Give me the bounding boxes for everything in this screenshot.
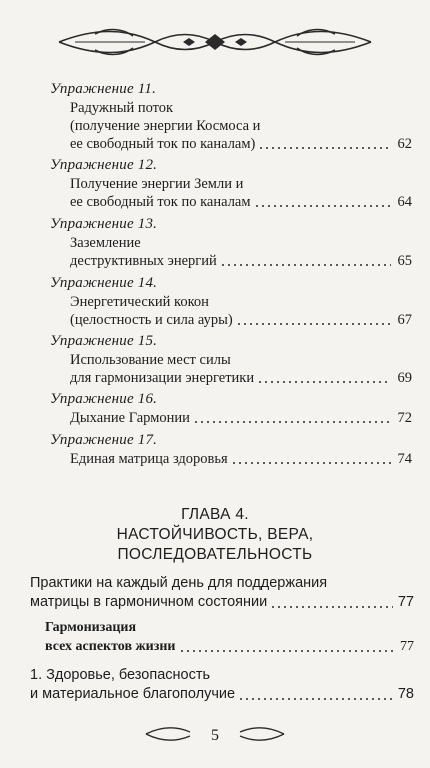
entry-title-line: Дыхание Гармонии — [70, 410, 190, 426]
page-number: 5 — [211, 727, 219, 744]
exercise-label: Упражнение 15. — [50, 333, 158, 349]
chapter-heading — [0, 505, 430, 565]
page-reference: 64 — [397, 194, 412, 210]
dot-leader — [236, 315, 391, 325]
entry-title-line: матрицы в гармоничном состоянии — [30, 594, 268, 610]
toc-entry-exercise-16 — [50, 390, 412, 427]
dot-leader — [179, 642, 394, 652]
exercise-label: Упражнение 13. — [50, 216, 158, 232]
page-reference: 77 — [397, 594, 414, 610]
entry-title-line: деструктивных энергий — [70, 253, 217, 269]
page-reference: 77 — [400, 639, 414, 654]
entry-title-line: Использование мест силы — [70, 352, 231, 368]
exercise-label: Упражнение 16. — [50, 391, 158, 407]
toc-entry-exercise-13 — [50, 215, 412, 270]
entry-title-line: 1. Здоровье, безопасность — [30, 667, 211, 683]
dot-leader — [220, 256, 391, 266]
dot-leader — [257, 373, 391, 383]
chapter-title-line: НАСТОЙЧИВОСТЬ, ВЕРА, — [116, 526, 314, 543]
dot-leader — [258, 139, 391, 149]
toc-entry-harmonization — [45, 618, 414, 656]
entry-title-line: (целостность и сила ауры) — [70, 312, 233, 328]
toc-entry-practices — [30, 574, 414, 612]
page-reference: 78 — [397, 686, 414, 702]
entry-title-line: Получение энергии Земли и — [70, 176, 244, 192]
toc-entry-exercise-11 — [50, 80, 412, 153]
entry-title-line: Заземление — [70, 235, 141, 251]
toc-entry-exercise-15 — [50, 332, 412, 387]
toc-entry-exercise-17 — [50, 431, 412, 468]
toc-entry-section-1 — [30, 666, 414, 704]
exercise-label: Упражнение 12. — [50, 157, 158, 173]
entry-title-line: Энергетический кокон — [70, 294, 209, 310]
chapter-title-line: ПОСЛЕДОВАТЕЛЬНОСТЬ — [117, 546, 313, 563]
exercise-label: Упражнение 14. — [50, 275, 158, 291]
toc-entry-exercise-12 — [50, 156, 412, 211]
entry-title-line: и материальное благополучие — [30, 686, 236, 702]
entry-title-line: всех аспектов жизни — [45, 639, 176, 654]
entry-title-line: Радужный поток — [70, 100, 174, 116]
toc-entry-exercise-14 — [50, 274, 412, 329]
page-reference: 69 — [397, 370, 412, 386]
page-reference: 65 — [397, 253, 412, 269]
dot-leader — [254, 197, 391, 207]
exercise-label: Упражнение 17. — [50, 432, 158, 448]
entry-title-line: Практики на каждый день для поддержания — [30, 575, 328, 591]
chapter-number: ГЛАВА 4. — [181, 506, 249, 523]
dot-leader — [231, 454, 391, 464]
page-reference: 62 — [397, 136, 412, 152]
top-ornament-flourish — [55, 22, 375, 62]
dot-leader — [193, 413, 391, 423]
entry-title-line: для гармонизации энергетики — [70, 370, 255, 386]
dot-leader — [238, 690, 393, 700]
entry-title-line: Единая матрица здоровья — [70, 451, 228, 467]
page-reference: 72 — [397, 410, 412, 426]
dot-leader — [270, 598, 393, 608]
exercise-label: Упражнение 11. — [50, 81, 157, 97]
entry-title-line: ее свободный ток по каналам — [70, 194, 251, 210]
entry-title-line: (получение энергии Космоса и — [70, 118, 261, 134]
entry-title-line: ее свободный ток по каналам) — [70, 136, 256, 152]
entry-title-line: Гармонизация — [45, 620, 137, 635]
page-reference: 67 — [397, 312, 412, 328]
page-reference: 74 — [397, 451, 412, 467]
